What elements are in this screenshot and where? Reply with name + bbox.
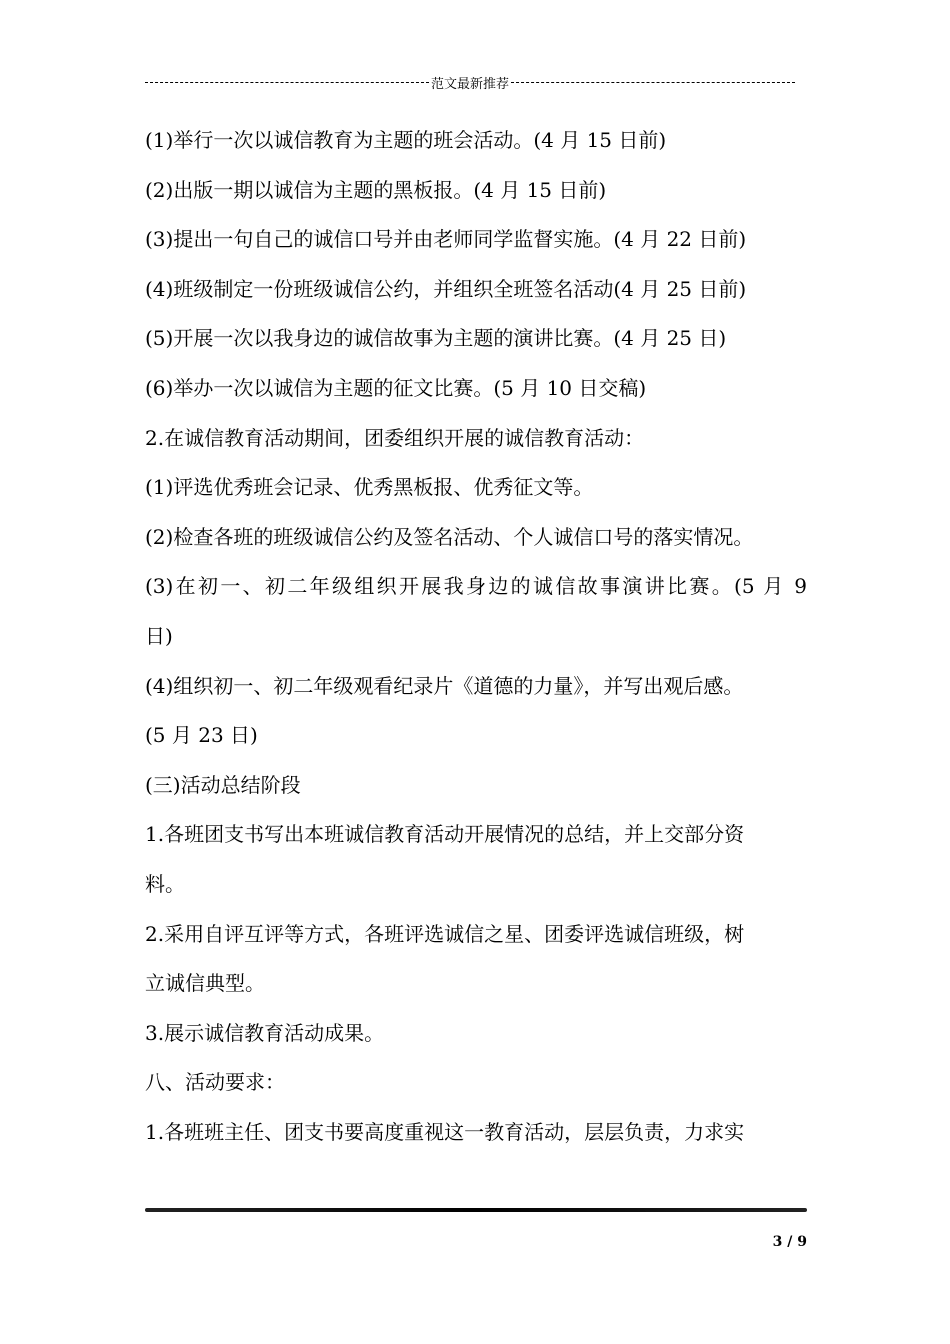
text-line: (6)举办一次以诚信为主题的征文比赛。(5 月 10 日交稿): [145, 375, 647, 400]
text-line: 日): [145, 623, 173, 648]
text-line: (2)检查各班的班级诚信公约及签名活动、个人诚信口号的落实情况。: [145, 524, 754, 549]
document-body: [145, 116, 807, 1157]
page-header: [145, 72, 795, 92]
header-dash-right: [511, 82, 795, 83]
text-line: (5 月 23 日): [145, 723, 258, 748]
text-line: 2.在诚信教育活动期间，团委组织开展的诚信教育活动：: [145, 425, 645, 450]
text-line: 料。: [145, 871, 185, 896]
text-line: (4)组织初一、初二年级观看纪录片《道德的力量》，并写出观后感。: [145, 673, 744, 698]
text-line: (3)在初一、初二年级组织开展我身边的诚信故事演讲比赛。(5 月 9: [145, 574, 807, 599]
text-line: 立诚信典型。: [145, 971, 265, 996]
text-line: (4)班级制定一份班级诚信公约，并组织全班签名活动(4 月 25 日前): [145, 276, 747, 301]
header-title: 范文最新推荐: [431, 76, 510, 92]
text-line: 1.各班班主任、团支书要高度重视这一教育活动，层层负责，力求实: [145, 1119, 745, 1144]
text-line: 3.展示诚信教育活动成果。: [145, 1020, 385, 1045]
text-line: (1)评选优秀班会记录、优秀黑板报、优秀征文等。: [145, 475, 594, 500]
text-line: (1)举行一次以诚信教育为主题的班会活动。(4 月 15 日前): [145, 128, 667, 152]
text-line: 1.各班团支书写出本班诚信教育活动开展情况的总结，并上交部分资: [145, 822, 745, 847]
text-line: (3)提出一句自己的诚信口号并由老师同学监督实施。(4 月 22 日前): [145, 227, 747, 252]
text-line: (三)活动总结阶段: [145, 772, 301, 797]
text-line: (2)出版一期以诚信为主题的黑板报。(4 月 15 日前): [145, 177, 607, 202]
footer-rule: [145, 1208, 807, 1212]
text-line: 八、活动要求：: [145, 1070, 285, 1095]
header-dash-left: [145, 82, 429, 83]
text-line: 2.采用自评互评等方式，各班评选诚信之星、团委评选诚信班级，树: [145, 921, 745, 946]
page-number: 3 / 9: [772, 1234, 807, 1250]
text-line: (5)开展一次以我身边的诚信故事为主题的演讲比赛。(4 月 25 日): [145, 326, 727, 351]
